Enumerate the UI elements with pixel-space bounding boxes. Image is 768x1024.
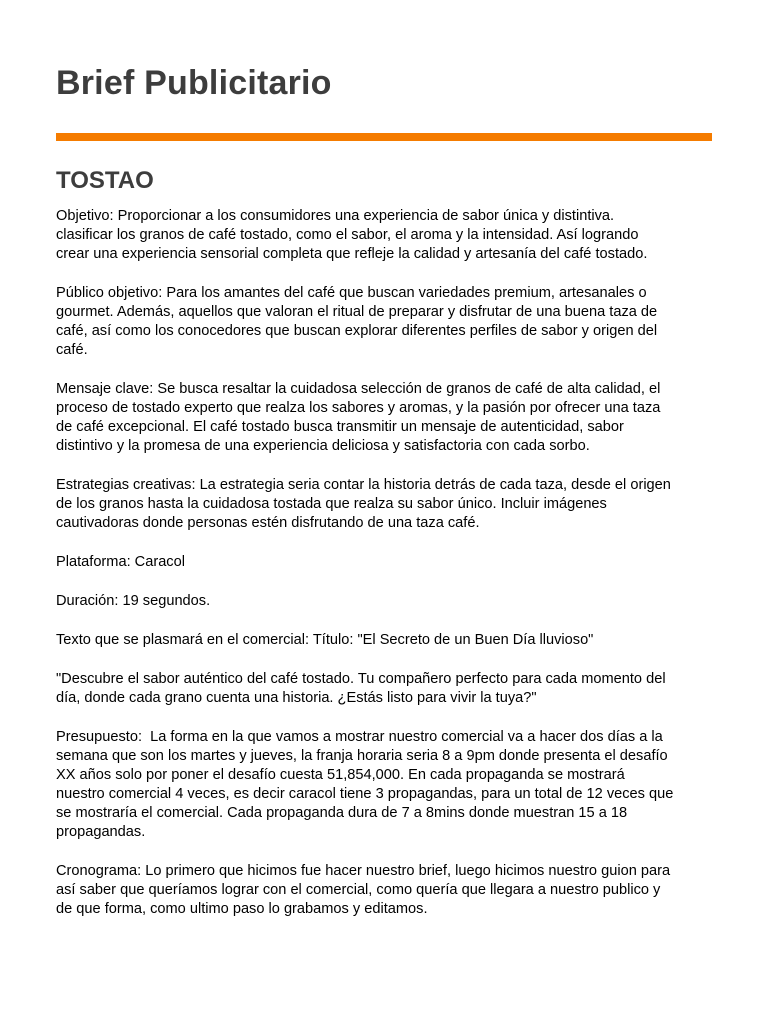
- paragraph-comercial-quote: "Descubre el sabor auténtico del café tostado. Tu compañero perfecto para cada momento del día, donde cada grano cuenta una historia. ¿Estás listo para vivir la tuya?": [56, 671, 666, 706]
- paragraph-publico-objetivo: Público objetivo: Para los amantes del café que buscan variedades premium, artesanales o gourmet. Además, aquellos que valoran el ritual de preparar y disfrutar de una buena taza de café, así como los conocedores que buscan explorar diferentes perfiles de sabor y origen del café.: [56, 285, 658, 358]
- brief-body: [56, 207, 712, 939]
- paragraph-estrategias-creativas: Estrategias creativas: La estrategia seria contar la historia detrás de cada taza, desde el origen de los granos hasta la cuidadosa tostada que realza su sabor único. Incluir imágenes cautivadoras donde personas estén disfrutando de una taza café.: [56, 477, 671, 531]
- brand-heading: TOSTAO: [56, 167, 154, 194]
- paragraph-duracion: Duración: 19 segundos.: [56, 593, 211, 609]
- paragraph-plataforma: Plataforma: Caracol: [56, 554, 185, 570]
- paragraph-presupuesto: Presupuesto: La forma en la que vamos a mostrar nuestro comercial va a hacer dos días a la semana que son los martes y jueves, la franja horaria seria 8 a 9pm donde presenta el desafío XX años solo por poner el desafío cuesta 51,854,000. En cada propaganda se mostrará nuestro comercial 4 veces, es decir caracol tiene 3 propagandas, para un total de 12 veces que se mostraría el comercial. Cada propaganda dura de 7 a 8mins donde muestran 15 a 18 propagandas.: [56, 729, 674, 840]
- paragraph-cronograma: Cronograma: Lo primero que hicimos fue hacer nuestro brief, luego hicimos nuestro guion para así saber que queríamos lograr con el comercial, como quería que llegara a nuestro publico y de que forma, como ultimo paso lo grabamos y editamos.: [56, 863, 671, 917]
- title-divider: [56, 133, 712, 141]
- paragraph-texto-comercial: Texto que se plasmará en el comercial: Título: "El Secreto de un Buen Día lluvioso": [56, 632, 594, 648]
- document-title: Brief Publicitario: [56, 64, 332, 102]
- paragraph-objetivo: Objetivo: Proporcionar a los consumidores una experiencia de sabor única y distintiva. clasificar los granos de café tostado, como el sabor, el aroma y la intensidad. Así logrando crear una experiencia sensorial completa que refleje la calidad y artesanía del café tostado.: [56, 208, 648, 262]
- paragraph-mensaje-clave: Mensaje clave: Se busca resaltar la cuidadosa selección de granos de café de alta calidad, el proceso de tostado experto que realza los sabores y aromas, y la pasión por ofrecer una taza de café excepcional. El café tostado busca transmitir un mensaje de autenticidad, sabor distintivo y la promesa de una experiencia deliciosa y satisfactoria con cada sorbo.: [56, 381, 661, 454]
